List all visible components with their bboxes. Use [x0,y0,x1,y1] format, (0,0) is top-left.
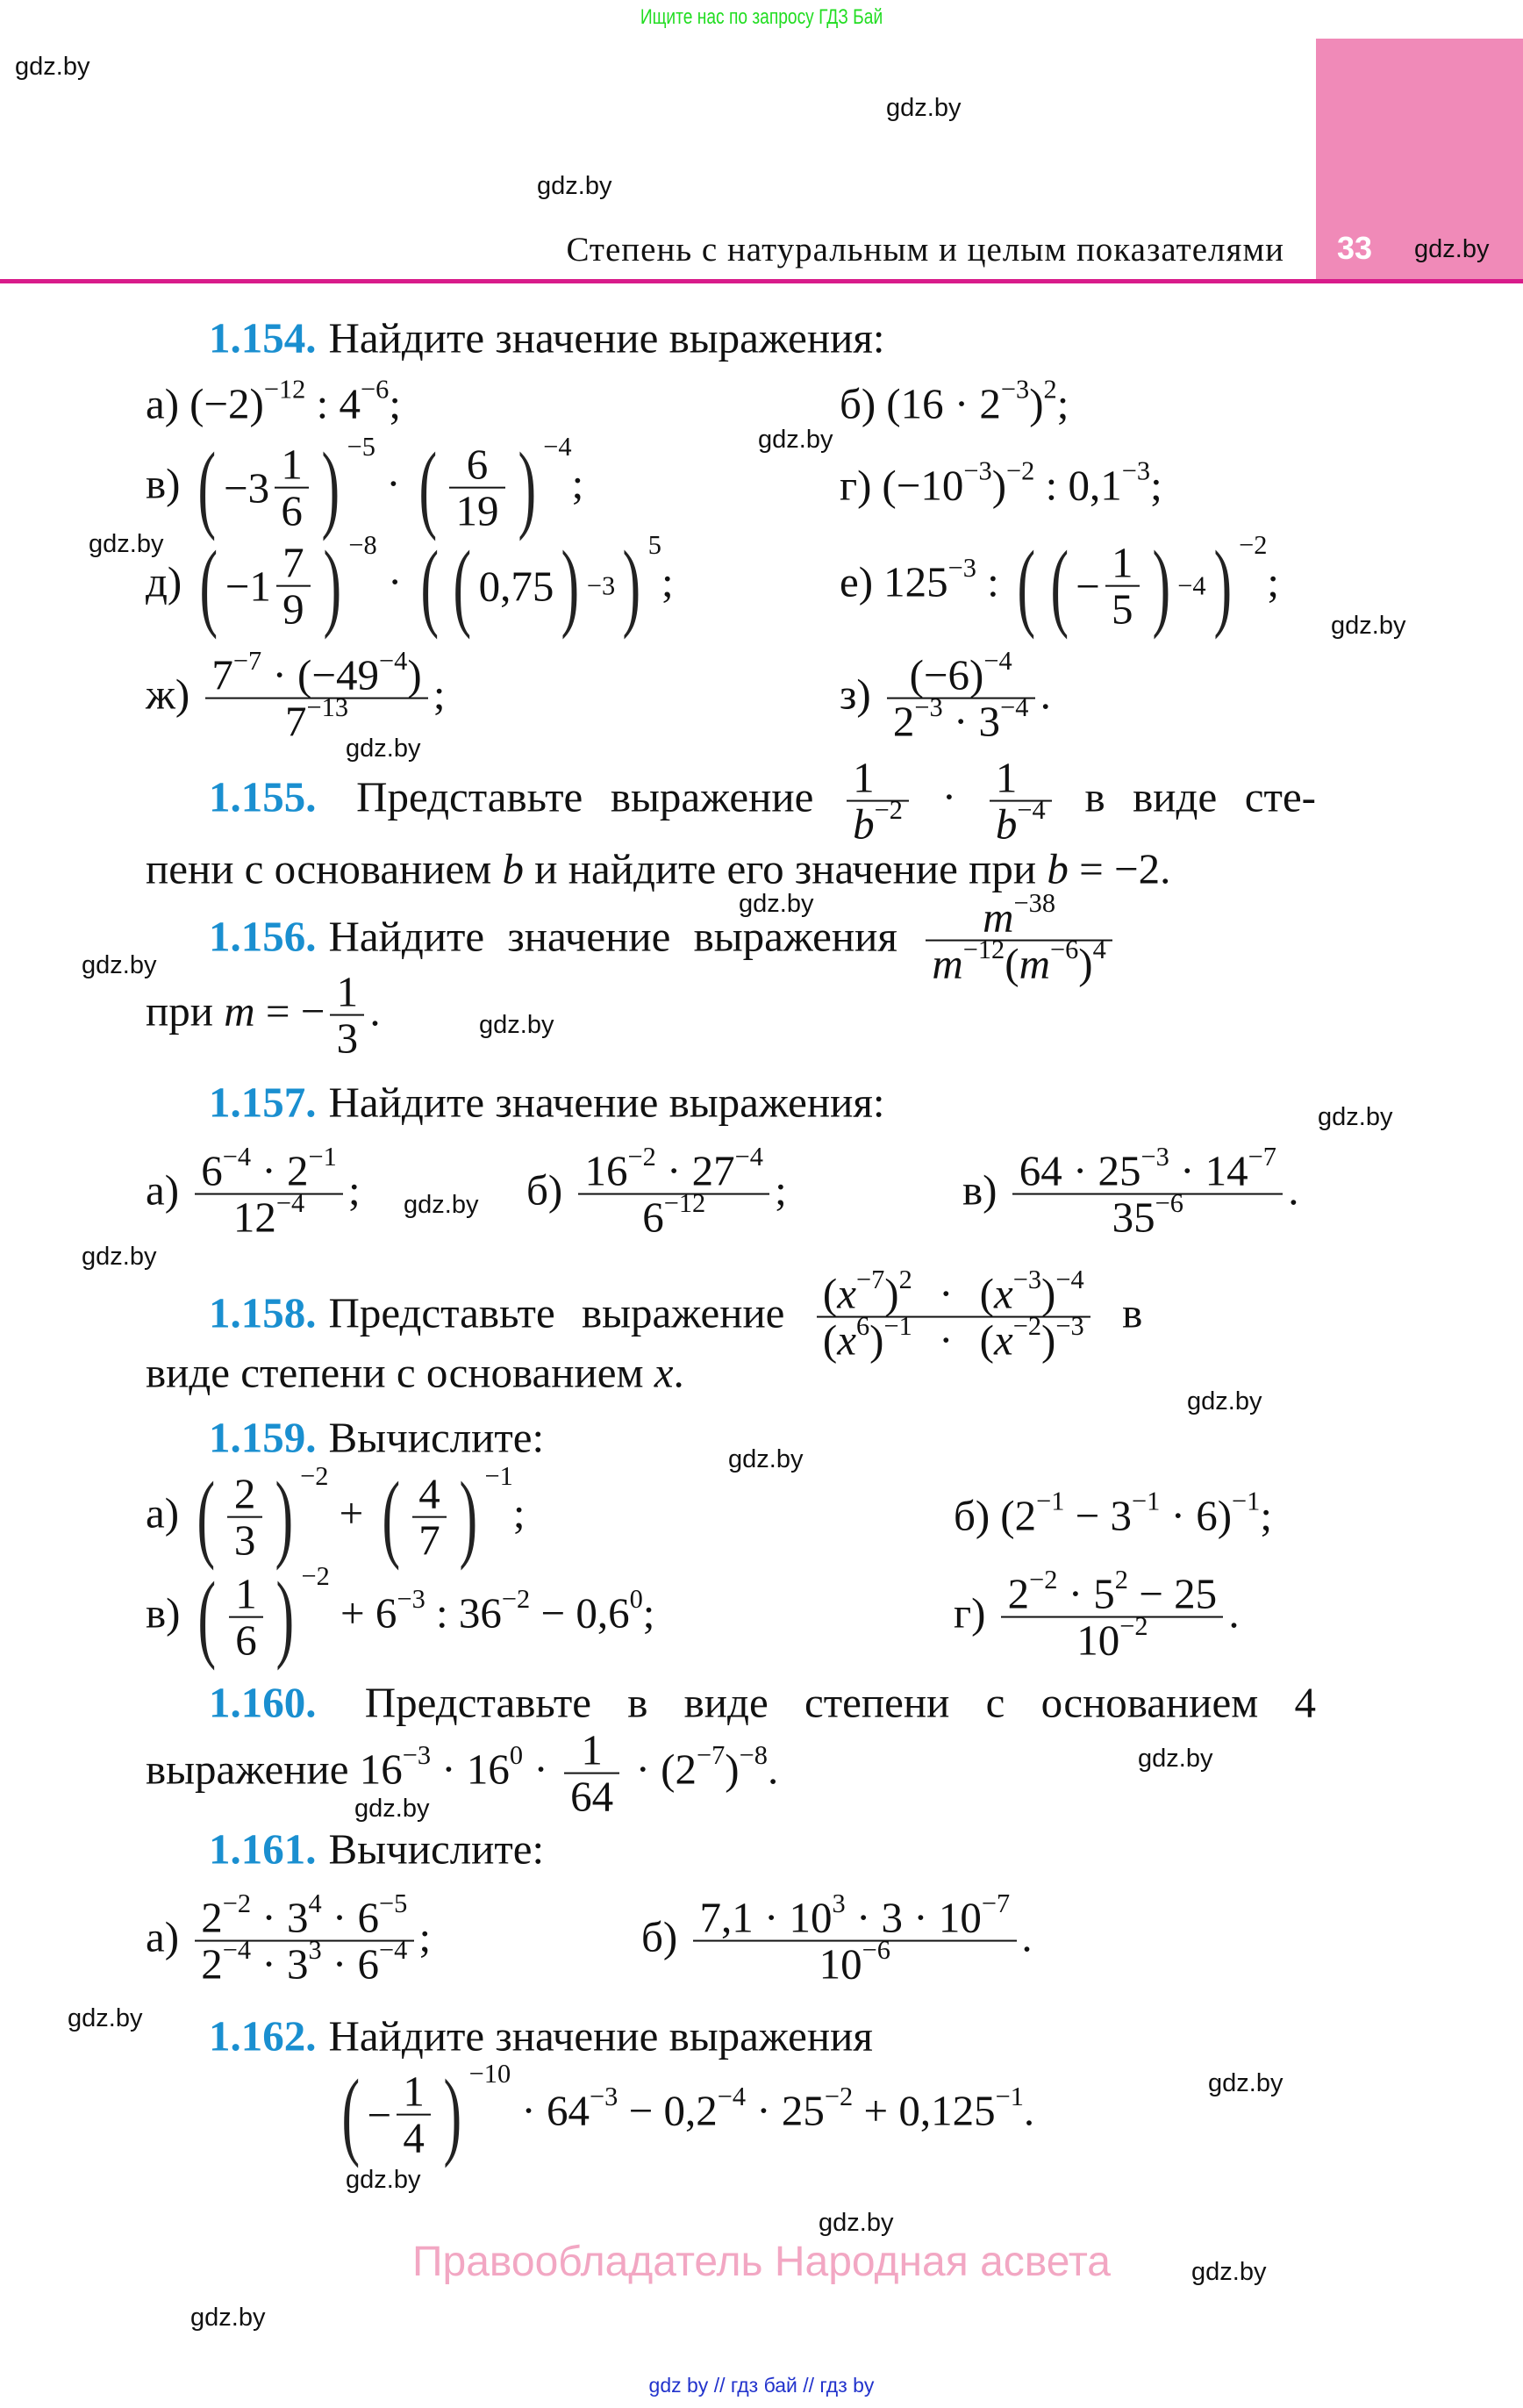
watermark: gdz.by [739,890,814,918]
exercise-number: 1.155. [209,772,317,821]
exercise-task: Найдите значение выражения: [328,313,885,362]
watermark: gdz.by [190,2304,266,2332]
exercise-item [840,529,1280,641]
big-parentheses: ( − $\frac{1}{4}$ ) [341,2060,462,2169]
watermark: gdz.by [1414,235,1490,263]
fraction: $\frac{1}{3}$ [330,970,364,1062]
watermark: gdz.by [82,1243,157,1271]
exercise-text: Представьте выражение $\frac{(x^{-7})^2 \cdot (x^{-3})^{-4}}{(x^6)^{-1} \cdot (x^{-2})^{-3}}$ в [328,1264,1143,1365]
exercise-item [954,1564,1240,1665]
math-expression: ( $\frac{2}{3}$ ) $^{-2}$ + ( $\frac{4}{7}$ ) $^{-1}$; [189,1488,525,1537]
fraction: $\frac{7}{9}$ [276,541,311,633]
fraction: $\frac{2^{-2} \cdot 3^4 \cdot 6^{-5}}{2^{-4} \cdot 3^3 \cdot 6^{-4}}$ [195,1896,414,1988]
big-parentheses: ( − $\frac{1}{5}$ ) [1050,531,1170,641]
search-hint-banner: Ищите нас по запросу ГДЗ Бай [640,5,883,29]
exercise-number: 1.160. [209,1678,317,1727]
item-label: б) [641,1912,678,1961]
exercise-number: 1.161. [209,1824,317,1874]
fraction: $\frac{64 \cdot 25^{-3} \cdot 14^{-7}}{35^{-6}}$ [1012,1149,1283,1241]
big-parentheses: ( ( 0,75 ) −3 ) [419,531,641,641]
watermark: gdz.by [819,2209,894,2237]
math-expression: $(-2)^{-12}$ : $4^{-6}$; [189,374,401,428]
fraction: $\frac{1}{6}$ [229,1572,263,1664]
exercise-item [526,1141,787,1242]
header-divider [0,279,1523,283]
exercise-1-159-heading [209,1413,544,1463]
running-title: Степень с натуральным и целым показателями [566,231,1284,269]
exercise-task: Вычислите: [328,1413,545,1462]
watermark: gdz.by [1331,612,1406,640]
fraction: $\frac{4}{7}$ [412,1472,447,1564]
item-label: б) [954,1491,990,1540]
exercise-text: Представьте выражение $\frac{1}{b^{-2}}$ · $\frac{1}{b^{-4}}$ в виде сте- [356,753,1317,849]
item-label: з) [840,670,871,719]
exercise-item [146,374,401,429]
exercise-item [840,455,1162,511]
exercise-item [641,1888,1033,1989]
exercise-item [334,2058,1035,2169]
exercise-number: 1.157. [209,1078,317,1127]
item-label: е) [840,557,874,606]
watermark: gdz.by [82,951,157,979]
fraction: $\frac{7^{-7} \cdot (-49^{-4})}{7^{-13}}$ [205,653,428,745]
exercise-item [962,1141,1299,1242]
exercise-item [146,1141,361,1242]
big-parentheses: ( 0,75 ) [453,531,580,641]
math-expression: $(2^{-1} - 3^{-1} \cdot 6)^{-1}$; [1000,1486,1272,1540]
watermark: gdz.by [537,172,612,200]
exercise-task: Найдите значение выражения: [328,1078,885,1127]
math-expression: $\frac{2^{-2} \cdot 5^2 - 25}{10^{-2}}$ . [996,1588,1239,1637]
exercise-1-160-line1 [209,1678,1316,1728]
math-expression: $\frac{6^{-4} \cdot 2^{-1}}{12^{-4}}$ ; [189,1165,361,1214]
exercise-text: виде степени с основанием x. [146,1348,684,1397]
exercise-1-156-line2 [146,967,381,1063]
big-parentheses: ( $\frac{6}{19}$ ) [418,433,536,542]
exercise-item [840,374,1069,429]
exercise-number: 1.159. [209,1413,317,1462]
watermark: gdz.by [1208,2069,1283,2097]
watermark: gdz.by [404,1191,479,1219]
watermark: gdz.by [886,94,962,122]
fraction: $\frac{1}{b^{-4}}$ [990,756,1053,848]
exercise-number: 1.156. [209,912,317,961]
exercise-1-160-line2 [146,1725,779,1821]
fraction: $\frac{6}{19}$ [449,442,505,534]
fraction: $\frac{(x^{-7})^2 \cdot (x^{-3})^{-4}}{(x^6)^{-1} \cdot (x^{-2})^{-3}}$ [817,1272,1090,1364]
exercise-item [146,529,674,641]
big-parentheses: ( −3 $\frac{1}{6}$ ) [197,433,340,542]
watermark: gdz.by [479,1011,554,1039]
item-label: а) [146,1488,180,1537]
exercise-number: 1.154. [209,313,317,362]
watermark: gdz.by [1191,2258,1267,2286]
math-expression: $(16 \cdot 2^{-3})^2$; [886,374,1069,428]
exercise-text: выражение $16^{-3} \cdot 16^0$ · $\frac{1}{64}$ · $(2^{-7})^{-8}$. [146,1725,779,1821]
exercise-number: 1.158. [209,1288,317,1337]
math-expression: $\frac{7,1 \cdot 10^3 \cdot 3 \cdot 10^{-7}}{10^{-6}}$ . [688,1912,1032,1960]
item-label: г) [954,1588,986,1638]
big-parentheses: ( $\frac{4}{7}$ ) [381,1462,478,1572]
watermark: gdz.by [1187,1387,1262,1415]
exercise-text: Найдите значение выражения $\frac{m^{-38}}{m^{-12}(m^{-6})^4}$ [329,912,1119,960]
page-number: 33 [1337,230,1373,266]
fraction: $\frac{16^{-2} \cdot 27^{-4}}{6^{-12}}$ [578,1149,769,1241]
math-expression: $(-10^{-3})^{-2}$ : $0,1^{-3}$; [882,455,1162,510]
fraction: $\frac{1}{b^{-2}}$ [847,756,910,848]
copyright-notice: Правообладатель Народная асвета [412,2239,1111,2285]
exercise-item [840,645,1051,746]
big-parentheses: ( −1 $\frac{7}{9}$ ) [199,531,341,641]
fraction: $\frac{2^{-2} \cdot 5^2 - 25}{10^{-2}}$ [1001,1572,1223,1664]
watermark: gdz.by [354,1795,430,1823]
exercise-1-154-heading [209,313,885,363]
exercise-text: Представьте в виде степени с основанием 4 [364,1678,1317,1727]
exercise-number: 1.162. [209,2011,317,2060]
exercise-item [146,431,584,542]
exercise-1-158-line2 [146,1348,684,1398]
fraction: $\frac{2}{3}$ [227,1472,261,1564]
item-label: б) [840,379,876,428]
math-expression: $\frac{64 \cdot 25^{-3} \cdot 14^{-7}}{35^{-6}}$ . [1007,1165,1298,1214]
exercise-1-155-line1 [209,753,1317,849]
exercise-text: пени с основанием b и найдите его значение при b = −2. [146,844,1171,893]
exercise-item [146,645,446,746]
math-expression: ( − $\frac{1}{4}$ ) $^{-10} \cdot 64^{-3} - 0,2^{-4} \cdot 25^{-2} + 0,125^{-1}$. [334,2086,1034,2134]
fraction: $\frac{6^{-4} \cdot 2^{-1}}{12^{-4}}$ [195,1149,343,1241]
item-label: в) [146,459,181,508]
math-expression: $125^{-3}$ : ( ( − $\frac{1}{5}$ ) −4 ) $^{-2}$; [883,529,1280,641]
math-expression: ( −1 $\frac{7}{9}$ ) $^{-8}$ · ( ( 0,75 ) −3 ) $^5$; [192,557,673,606]
watermark: gdz.by [15,53,90,81]
fraction: $\frac{(-6)^{-4}}{2^{-3} \cdot 3^{-4}}$ [887,653,1035,745]
fraction: $\frac{m^{-38}}{m^{-12}(m^{-6})^4}$ [926,895,1112,987]
math-expression: $\frac{2^{-2} \cdot 3^4 \cdot 6^{-5}}{2^{-4} \cdot 3^3 \cdot 6^{-4}}$ ; [189,1912,431,1960]
math-expression: $\frac{16^{-2} \cdot 27^{-4}}{6^{-12}}$ ; [573,1165,787,1214]
item-label: в) [146,1588,181,1638]
item-label: г) [840,461,872,510]
big-parentheses: ( ( − $\frac{1}{5}$ ) −4 ) [1017,531,1232,641]
watermark: gdz.by [728,1445,804,1473]
big-parentheses: ( $\frac{2}{3}$ ) [197,1462,293,1572]
exercise-1-161-heading [209,1824,544,1874]
fraction: $\frac{1}{6}$ [275,442,309,534]
math-expression: ( $\frac{1}{6}$ ) $^{-2} + 6^{-3}$ : $36^{-2} - 0,6^0$; [190,1588,654,1637]
item-label: а) [146,1912,180,1961]
footer-links[interactable]: gdz by // гдз бай // гдз by [648,2374,875,2397]
item-label: д) [146,557,182,606]
exercise-1-155-line2 [146,844,1170,894]
math-expression: $\frac{7^{-7} \cdot (-49^{-4})}{7^{-13}}$ ; [200,670,445,718]
watermark: gdz.by [346,735,421,763]
exercise-item [146,1888,432,1989]
exercise-item [146,1460,526,1572]
exercise-text: при m = − $\frac{1}{3}$ . [146,967,381,1063]
item-label: а) [146,379,180,428]
big-parentheses: ( $\frac{1}{6}$ ) [197,1562,295,1672]
item-label: б) [526,1165,563,1215]
fraction: $\frac{7,1 \cdot 10^3 \cdot 3 \cdot 10^{-7}}{10^{-6}}$ [693,1896,1016,1988]
exercise-1-157-heading [209,1078,885,1128]
watermark: gdz.by [1138,1745,1213,1773]
watermark: gdz.by [758,426,833,454]
fraction: $\frac{1}{64}$ [564,1728,620,1820]
watermark: gdz.by [68,2004,143,2032]
exercise-item [954,1486,1272,1541]
watermark: gdz.by [89,530,164,558]
fraction: $\frac{1}{5}$ [1105,541,1140,633]
math-expression: ( −3 $\frac{1}{6}$ ) $^{-5}$ · ( $\frac{6}{19}$ ) $^{-4}$; [190,459,583,507]
math-expression: $\frac{(-6)^{-4}}{2^{-3} \cdot 3^{-4}}$ . [882,670,1051,718]
item-label: а) [146,1165,180,1215]
item-label: в) [962,1165,997,1215]
exercise-item [146,1560,655,1672]
exercise-task: Вычислите: [328,1824,545,1874]
watermark: gdz.by [1318,1103,1393,1131]
fraction: $\frac{1}{4}$ [397,2069,431,2161]
exercise-1-162-heading [209,2011,873,2061]
watermark: gdz.by [346,2166,421,2194]
exercise-task: Найдите значение выражения [328,2011,873,2060]
item-label: ж) [146,670,190,719]
